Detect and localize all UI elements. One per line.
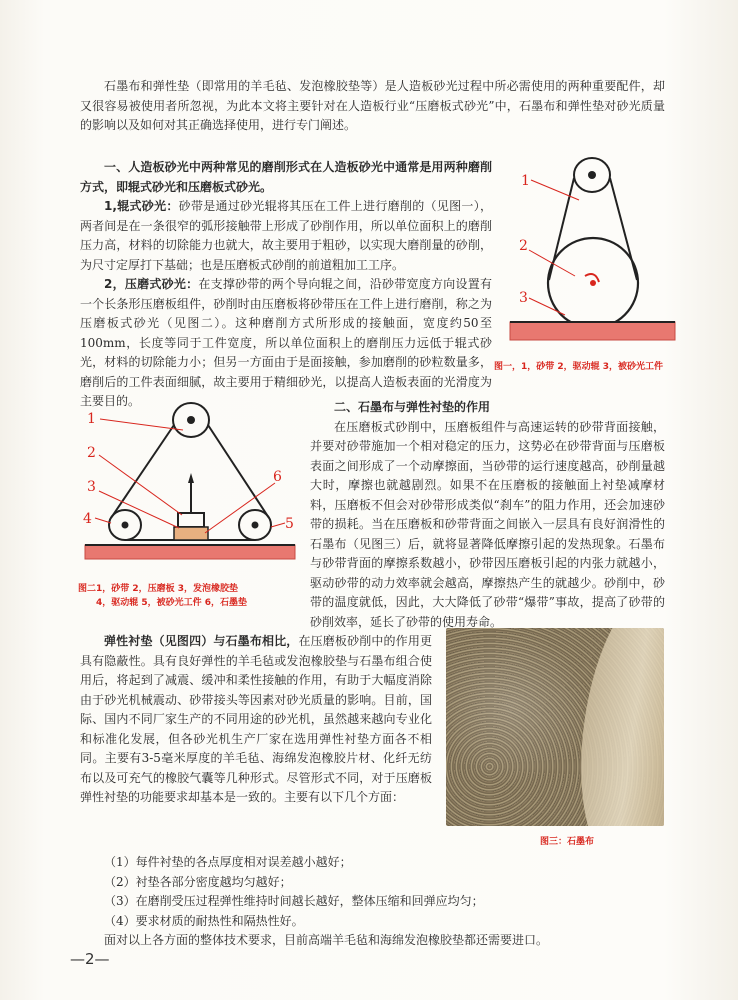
- section1-para2-lead: 2，压磨式砂光：: [104, 277, 199, 291]
- section1-para1: 1,辊式砂光：砂带是通过砂光辊将其压在工件上进行磨削的（见图一），两者间是在一条很窄的弧形接触带上形成了砂削作用，所以单位面积上的磨削压力高，材料的切除能力也就大，故主要用于粗砂，以实现大磨削量的砂削，为尺寸定厚打下基础；也是压磨板式砂削的前道粗加工工序。: [80, 199, 492, 272]
- figure-1-caption: 图一，1，砂带 2，驱动辊 3，被砂光工件: [494, 362, 664, 372]
- section1-text: [80, 158, 492, 412]
- requirement-item: （4）要求材质的耐热性和隔热性好。: [104, 913, 304, 928]
- fig1-label-1: 1: [521, 173, 530, 189]
- figure-2-diagram: [75, 395, 305, 575]
- page-number: —2—: [70, 950, 110, 968]
- figure-2-caption: [78, 582, 328, 610]
- section1-heading: 一、人造板砂光中两种常见的磨削形式在人造板砂光中通常是用两种磨削方式，即辊式砂光和压磨板式砂光。: [80, 160, 492, 194]
- section2-heading: 二、石墨布与弹性衬垫的作用: [334, 400, 491, 414]
- fig1-label-3: 3: [519, 290, 528, 306]
- fig2-label-4: 4: [83, 511, 92, 527]
- closing-paragraph: 面对以上各方面的整体技术要求，目前高端羊毛毡和海绵发泡橡胶垫都还需要进口。: [104, 933, 549, 947]
- section3-lead: 弹性衬垫（见图四）与石墨布相比，: [104, 634, 299, 648]
- figure-2: [75, 395, 305, 575]
- graphite-cloth-photo: [446, 628, 664, 826]
- intro-paragraph: 石墨布和弹性垫（即常用的羊毛毡、发泡橡胶垫等）是人造板砂光过程中所必需使用的两种重要配件，却又很容易被使用者所忽视，为此本文将主要针对在人造板行业“压磨板式砂光”中，石墨布和弹性垫对砂光质量的影响以及如何对其正确选择使用，进行专门阐述。: [80, 79, 665, 132]
- section1-para1-lead: 1,辊式砂光：: [104, 199, 179, 213]
- section2-para: 在压磨板式砂削中，压磨板组件与高速运转的砂带背面接触，并要对砂带施加一个相对稳定的压力，这势必在砂带背面与压磨板表面之间形成了一个动摩擦面，当砂带的运行速度越高，砂削量越大时，摩擦也就越剧烈。如果不在压磨板的接触面上衬垫减摩材料，压磨板不但会对砂带形成类似“刹车”的阻力作用，还会加速砂带的损耗。当在压磨板和砂带背面之间嵌入一层具有良好润滑性的石墨布（见图三）后，就将显著降低摩擦引起的发热现象。石墨布与砂带背面的摩擦系数越小，砂带因压磨板引起的内张力就越小，驱动砂带的动力效率就会越高，摩擦热产生的就越少。砂削中，砂带的温度就低，因此，大大降低了砂带“爆带”事故，提高了砂带的砂削效率，延长了砂带的使用寿命。: [310, 419, 665, 629]
- fig2-label-6: 6: [273, 469, 282, 485]
- fig2-label-2: 2: [87, 445, 96, 461]
- section2-text: [310, 398, 665, 632]
- fig1-label-2: 2: [519, 238, 528, 254]
- figure-2-caption-line1: 图二1，砂带 2，压磨板 3，发泡橡胶垫: [78, 584, 239, 594]
- section3-text: [80, 632, 432, 808]
- requirements-list: [104, 853, 664, 931]
- figure-3-caption: 图三：石墨布: [540, 837, 595, 847]
- requirement-item: （1）每件衬垫的各点厚度相对误差越小越好；: [104, 855, 352, 869]
- figure-1: [505, 150, 685, 350]
- fig2-label-3: 3: [87, 479, 96, 495]
- graphite-cloth-roll: [565, 628, 664, 826]
- figure-2-caption-line2: 4，驱动辊 5，被砂光工件 6，石墨垫: [96, 598, 248, 608]
- figure-1-diagram: [505, 150, 685, 350]
- fig2-label-1: 1: [87, 411, 96, 427]
- requirement-item: （2）衬垫各部分密度越均匀越好；: [104, 874, 292, 889]
- section3-para: 弹性衬垫（见图四）与石墨布相比，在压磨板砂削中的作用更具有隐蔽性。具有良好弹性的羊毛毡或发泡橡胶垫与石墨布组合使用后，将起到了减震、缓冲和柔性接触的作用，有助于大幅度消除由于砂光机械震动、砂带接头等因素对砂光质量的影响。目前，国际、国内不同厂家生产的不同用途的砂光机，虽然越来越向专业化和标准化发展，但各砂光机生产厂家在选用弹性衬垫方面各不相同。主要有3-5毫米厚度的羊毛毡、海绵发泡橡胶片材、化纤无纺布以及可充气的橡胶气囊等几种形式。尽管形式不同，对于压磨板弹性衬垫的功能要求却基本是一致的。主要有以下几个方面：: [80, 634, 432, 804]
- fig2-label-5: 5: [285, 516, 294, 532]
- requirement-item: （3）在磨削受压过程弹性维持时间越长越好，整体压缩和回弹应均匀；: [104, 894, 484, 908]
- section1-para2: 2，压磨式砂光：在支撑砂带的两个导向辊之间，沿砂带宽度方向设置有一个长条形压磨板组件，砂削时由压磨板将砂带压在工件上进行磨削，称之为压磨板式砂光（见图二）。这种磨削方式所形成的接触面，宽度约50至100mm，长度等同于工件宽度，所以单位面积上的磨削压力远低于辊式砂光，材料的切除能力小；但另一方面由于是面接触，参加磨削的砂粒数量多，磨削后的工件表面细腻，故主要用于精细砂光，以提高人造板表面的光滑度为主要目的。: [80, 277, 492, 408]
